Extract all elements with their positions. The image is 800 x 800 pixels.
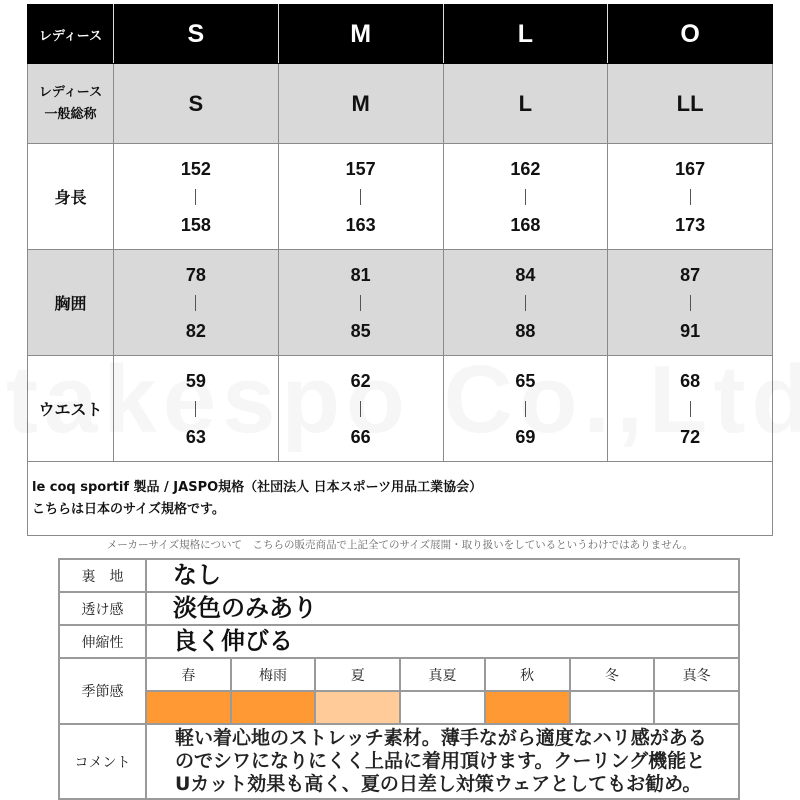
- general-size-cell: L: [443, 64, 608, 144]
- note-row: [28, 462, 773, 536]
- size-s-header: S: [114, 5, 279, 64]
- note-line2: こちらは日本のサイズ規格です。: [32, 501, 225, 517]
- lining-label: 裏 地: [59, 559, 146, 592]
- season-indicator-rainy: [231, 691, 316, 724]
- range-separator: [195, 295, 196, 311]
- range-cell: 78 82: [114, 250, 279, 356]
- range-separator: [690, 189, 691, 205]
- range-cell: 65 69: [443, 356, 608, 462]
- size-m-header: M: [278, 5, 443, 64]
- general-label-line1: レディース: [38, 84, 103, 100]
- season-indicator-spring: [146, 691, 231, 724]
- comment-line: のでシワになりにくく上品に着用頂けます。クーリング機能と: [175, 750, 706, 772]
- range-separator: [690, 401, 691, 417]
- size-l-header: L: [443, 5, 608, 64]
- comment-label: コメント: [59, 724, 146, 799]
- range-separator: [525, 295, 526, 311]
- waist-row: [28, 356, 773, 462]
- range-cell: 81 85: [278, 250, 443, 356]
- range-separator: [195, 401, 196, 417]
- stretch-value: 良く伸びる: [146, 625, 739, 658]
- season-indicator-summer: [315, 691, 400, 724]
- range-separator: [525, 401, 526, 417]
- range-cell: 162 168: [443, 144, 608, 250]
- sheer-row: [59, 592, 739, 625]
- season-spring: 春: [146, 658, 231, 691]
- stretch-row: [59, 625, 739, 658]
- range-cell: 62 66: [278, 356, 443, 462]
- waist-label: ウエスト: [28, 356, 114, 462]
- season-indicator-autumn: [485, 691, 570, 724]
- season-indicator-winter: [570, 691, 655, 724]
- range-separator: [360, 189, 361, 205]
- general-size-cell: M: [278, 64, 443, 144]
- comment-line: 軽い着心地のストレッチ素材。薄手ながら適度なハリ感がある: [175, 727, 707, 749]
- size-header-row: [28, 5, 773, 64]
- range-cell: 167 173: [608, 144, 773, 250]
- comment-line: Uカット効果も高く、夏の日差し対策ウェアとしてもお勧め。: [175, 773, 702, 795]
- range-separator: [360, 401, 361, 417]
- height-row: [28, 144, 773, 250]
- season-summer: 夏: [315, 658, 400, 691]
- height-label: 身長: [28, 144, 114, 250]
- comment-text: [146, 724, 739, 799]
- season-autumn: 秋: [485, 658, 570, 691]
- lining-row: [59, 559, 739, 592]
- range-cell: 152 158: [114, 144, 279, 250]
- range-cell: 84 88: [443, 250, 608, 356]
- lining-value: なし: [146, 559, 739, 592]
- stretch-label: 伸縮性: [59, 625, 146, 658]
- header-label: レディース: [28, 5, 114, 64]
- range-separator: [195, 189, 196, 205]
- season-indicator-midsummer: [400, 691, 485, 724]
- sheer-value: 淡色のみあり: [146, 592, 739, 625]
- general-size-row: [28, 64, 773, 144]
- range-separator: [690, 295, 691, 311]
- range-cell: 87 91: [608, 250, 773, 356]
- season-header-row: [59, 658, 739, 691]
- disclaimer-text: メーカーサイズ規格について こちらの販売商品で上記全てのサイズ展開・取り扱いをしているというわけではありません。: [106, 539, 694, 551]
- range-separator: [360, 295, 361, 311]
- sheer-label: 透け感: [59, 592, 146, 625]
- comment-row: [59, 724, 739, 799]
- size-chart-table: [27, 4, 773, 536]
- chest-row: [28, 250, 773, 356]
- general-size-label: [28, 64, 114, 144]
- size-o-header: O: [608, 5, 773, 64]
- range-cell: 59 63: [114, 356, 279, 462]
- range-cell: 157 163: [278, 144, 443, 250]
- spec-table: [58, 558, 740, 800]
- season-rainy: 梅雨: [231, 658, 316, 691]
- season-indicator-row: [59, 691, 739, 724]
- note-cell: [28, 462, 773, 536]
- general-size-cell: LL: [608, 64, 773, 144]
- season-midsummer: 真夏: [400, 658, 485, 691]
- season-label: 季節感: [59, 658, 146, 724]
- season-indicator-midwinter: [654, 691, 739, 724]
- season-midwinter: 真冬: [654, 658, 739, 691]
- note-line1: le coq sportif 製品 / JASPO規格（社団法人 日本スポーツ用品工業協会）: [32, 479, 483, 495]
- range-separator: [525, 189, 526, 205]
- general-label-line2: 一般総称: [44, 106, 97, 122]
- chest-label: 胸囲: [28, 250, 114, 356]
- general-size-cell: S: [114, 64, 279, 144]
- season-winter: 冬: [570, 658, 655, 691]
- range-cell: 68 72: [608, 356, 773, 462]
